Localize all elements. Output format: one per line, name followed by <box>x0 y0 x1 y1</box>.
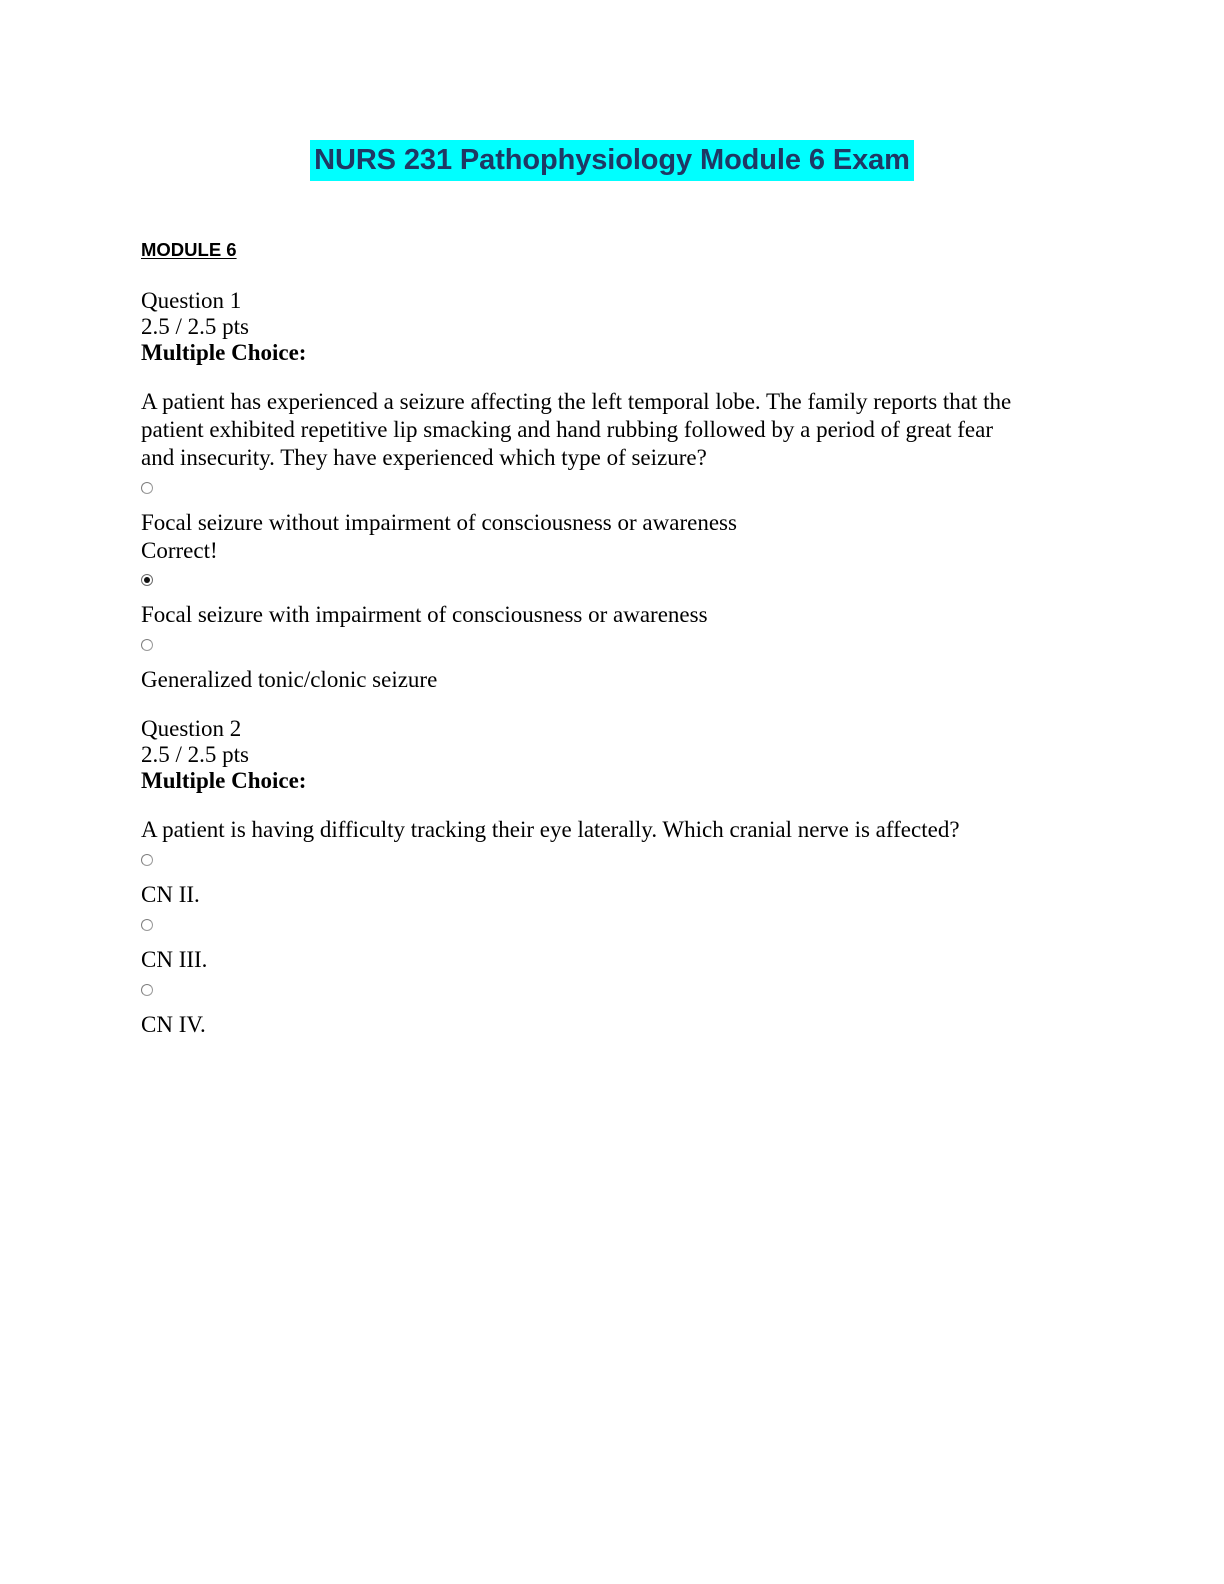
answer-option-label: Generalized tonic/clonic seizure <box>141 667 438 692</box>
spacer <box>141 935 1033 946</box>
spacer <box>141 870 1033 881</box>
answer-option-label: Focal seizure with impairment of consciousness or awareness <box>141 602 708 627</box>
answer-option-label: CN III. <box>141 947 208 972</box>
answer-feedback: Correct! <box>141 538 218 563</box>
spacer <box>141 694 1033 716</box>
radio-button-unselected-icon[interactable] <box>141 919 153 931</box>
page-title: NURS 231 Pathophysiology Module 6 Exam <box>310 140 914 181</box>
question-prompt: A patient is having difficulty tracking their eye laterally. Which cranial nerve is affected? <box>141 817 960 842</box>
spacer <box>141 498 1033 509</box>
answer-option-label: CN IV. <box>141 1012 206 1037</box>
question-prompt: A patient has experienced a seizure affecting the left temporal lobe. The family reports that the patient exhibited repetitive lip smacking and hand rubbing followed by a period of great fear and insecurity. They have experienced which type of seizure? <box>141 389 1012 470</box>
answer-option-label: CN II. <box>141 882 200 907</box>
module-heading <box>141 238 1033 262</box>
document-title-row <box>0 140 1224 181</box>
question-type: Multiple Choice: <box>141 768 307 793</box>
document-content <box>141 238 1033 1039</box>
question-block-1 <box>141 288 1033 694</box>
answer-option-row[interactable] <box>141 844 1033 870</box>
radio-button-unselected-icon[interactable] <box>141 639 153 651</box>
question-number: Question 1 <box>141 288 242 313</box>
spacer <box>141 794 1033 816</box>
radio-button-unselected-icon[interactable] <box>141 482 153 494</box>
spacer <box>141 262 1033 288</box>
radio-button-selected-icon[interactable] <box>141 574 153 586</box>
question-points: 2.5 / 2.5 pts <box>141 313 249 339</box>
radio-button-unselected-icon[interactable] <box>141 854 153 866</box>
module-heading-label: MODULE 6 <box>141 239 237 260</box>
answer-option-row[interactable] <box>141 472 1033 498</box>
question-number: Question 2 <box>141 716 242 741</box>
spacer <box>141 655 1033 666</box>
spacer <box>141 366 1033 388</box>
answer-option-row[interactable] <box>141 974 1033 1000</box>
question-type: Multiple Choice: <box>141 340 307 365</box>
answer-option-label: Focal seizure without impairment of consciousness or awareness <box>141 510 737 535</box>
question-block-2 <box>141 716 1033 1039</box>
answer-option-row[interactable] <box>141 909 1033 935</box>
answer-option-row[interactable] <box>141 629 1033 655</box>
spacer <box>141 590 1033 601</box>
answer-option-row[interactable] <box>141 564 1033 590</box>
spacer <box>141 1000 1033 1011</box>
question-points: 2.5 / 2.5 pts <box>141 741 249 767</box>
radio-button-unselected-icon[interactable] <box>141 984 153 996</box>
